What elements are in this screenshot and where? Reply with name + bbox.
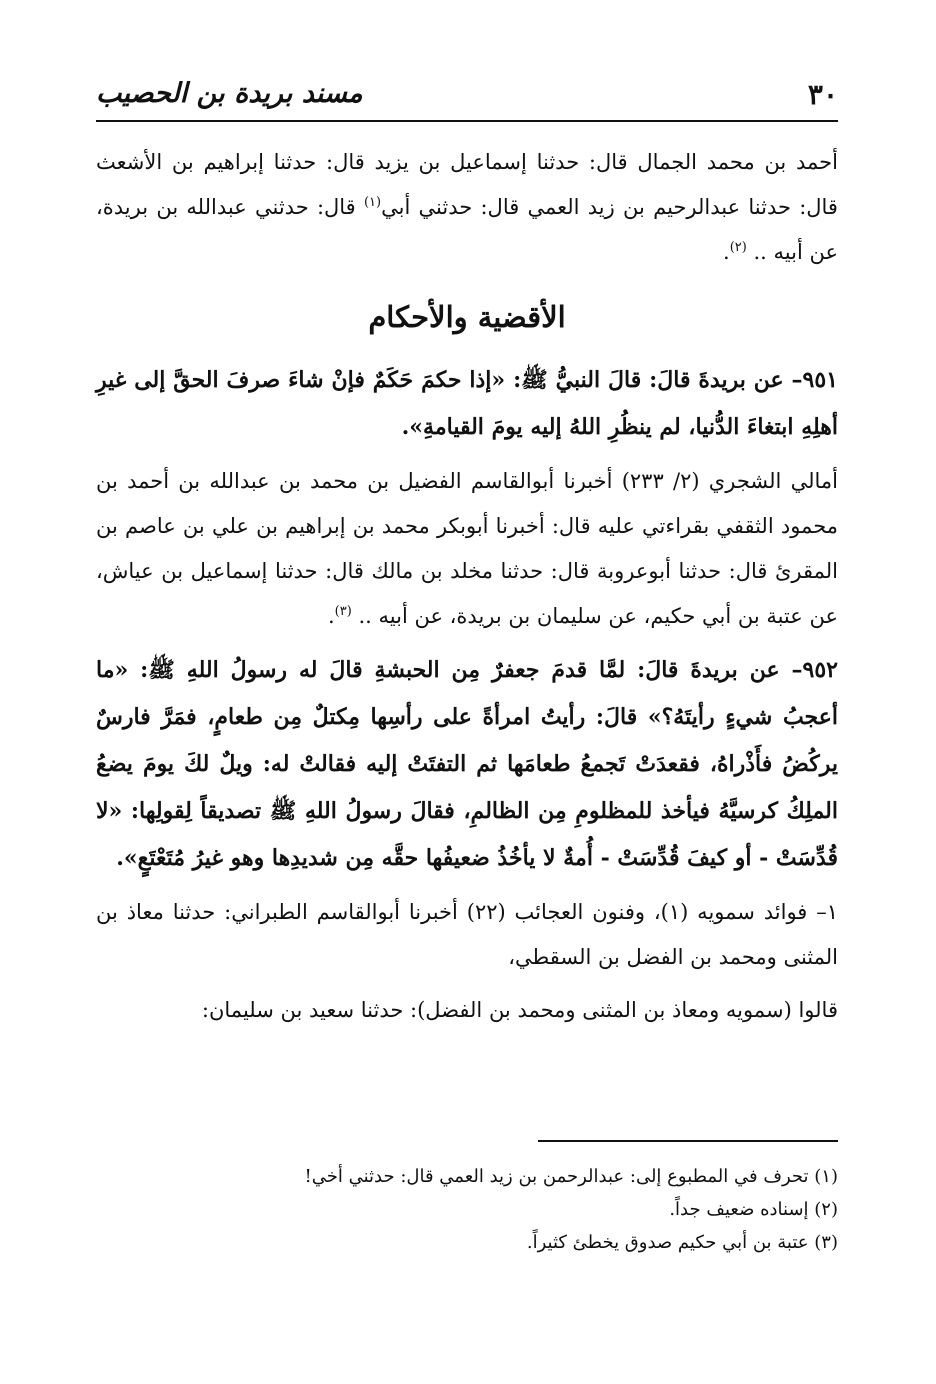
footnotes — [98, 1160, 838, 1259]
footnote-1: (١) تحرف في المطبوع إلى: عبدالرحمن بن زيد العمي قال: حدثني أخي! — [304, 1166, 838, 1187]
source-952-a: ١– فوائد سمويه (١)، وفنون العجائب (٢٢) أخبرنا أبوالقاسم الطبراني: حدثنا معاذ بن المثنى ومحمد بن الفضل بن السقطي، — [96, 900, 838, 969]
intro-end: . — [723, 240, 730, 264]
intro-text: أحمد بن محمد الجمال قال: حدثنا إسماعيل بن يزيد قال: حدثنا إبراهيم بن الأشعث قال: حدثنا عبدالرحيم بن زيد العمي قال: حدثني أبي — [96, 150, 838, 219]
footnote-divider — [538, 1140, 838, 1142]
source-951 — [96, 459, 838, 639]
footnote-2: (٢) إسناده ضعيف جداً. — [669, 1199, 838, 1220]
page-number: ٣٠ — [807, 78, 838, 111]
footnote-3: (٣) عتبة بن أبي حكيم صدوق يخطئ كثيراً. — [526, 1232, 838, 1253]
hadith-952: ٩٥٢– عن بريدةَ قالَ: لمَّا قدمَ جعفرٌ مِن الحبشةِ قالَ له رسولُ اللهِ ﷺ: «ما أعجبُ شيءٍ رأيتَهُ؟» قالَ: رأيتُ امرأةً على رأسِها مِكتلٌ مِن طعامٍ، فمَرَّ فارسٌ يركُضُ فأَذْراهُ، فقعدَتْ تَجمعُ طعامَها ثم التفتَتْ إليه فقالتْ له: ويلٌ لكَ يومَ يضعُ الملِكُ كرسيَّهُ فيأخذ للمظلومِ مِن الظالمِ، فقالَ رسولُ اللهِ ﷺ تصديقاً لِقولِها: «لا قُدِّسَتْ - أو كيفَ قُدِّسَتْ - أُمةٌ لا يأخُذُ ضعيفُها حقَّه مِن شديدِها وهو غيرُ مُتَعْتَعٍ». — [96, 657, 838, 871]
source-952-b: قالوا (سمويه ومعاذ بن المثنى ومحمد بن الفضل): حدثنا سعيد بن سليمان: — [201, 998, 838, 1022]
source-951-text: أمالي الشجري (٢/ ٢٣٣) أخبرنا أبوالقاسم الفضيل بن محمد بن عبدالله بن أحمد بن محمود الثقفي بقراءتي عليه قال: أخبرنا أبوبكر محمد بن إبراهيم بن علي بن عاصم بن المقرئ قال: حدثنا أبوعروبة قال: حدثنا مخلد بن مالك قال: حدثنا إسماعيل بن عياش، عن عتبة بن أبي حكيم، عن سليمان بن بريدة، عن أبيه .. — [96, 469, 838, 628]
page-header — [96, 78, 838, 118]
main-text — [96, 140, 838, 1041]
running-title: مسند بريدة بن الحصيب — [96, 78, 363, 109]
hadith-951: ٩٥١– عن بريدةَ قالَ: قالَ النبيُّ ﷺ: «إذا حكمَ حَكَمٌ فإنْ شاءَ صرفَ الحقَّ إلى غيرِ أهلِهِ ابتغاءَ الدُّنيا، لم ينظُرِ اللهُ إليه يومَ القيامةِ». — [96, 367, 838, 440]
footnote-ref-3: (٣) — [334, 604, 352, 619]
header-divider — [96, 120, 838, 122]
section-heading: الأقضية والأحكام — [368, 300, 566, 334]
footnote-ref-1: (١) — [363, 195, 382, 210]
footnote-ref-2: (٢) — [729, 240, 747, 255]
intro-text-cont: قال: حدثني عبدالله بن بريدة، عن أبيه .. — [96, 195, 838, 264]
intro-paragraph — [96, 140, 838, 275]
source-951-end: . — [327, 604, 335, 628]
